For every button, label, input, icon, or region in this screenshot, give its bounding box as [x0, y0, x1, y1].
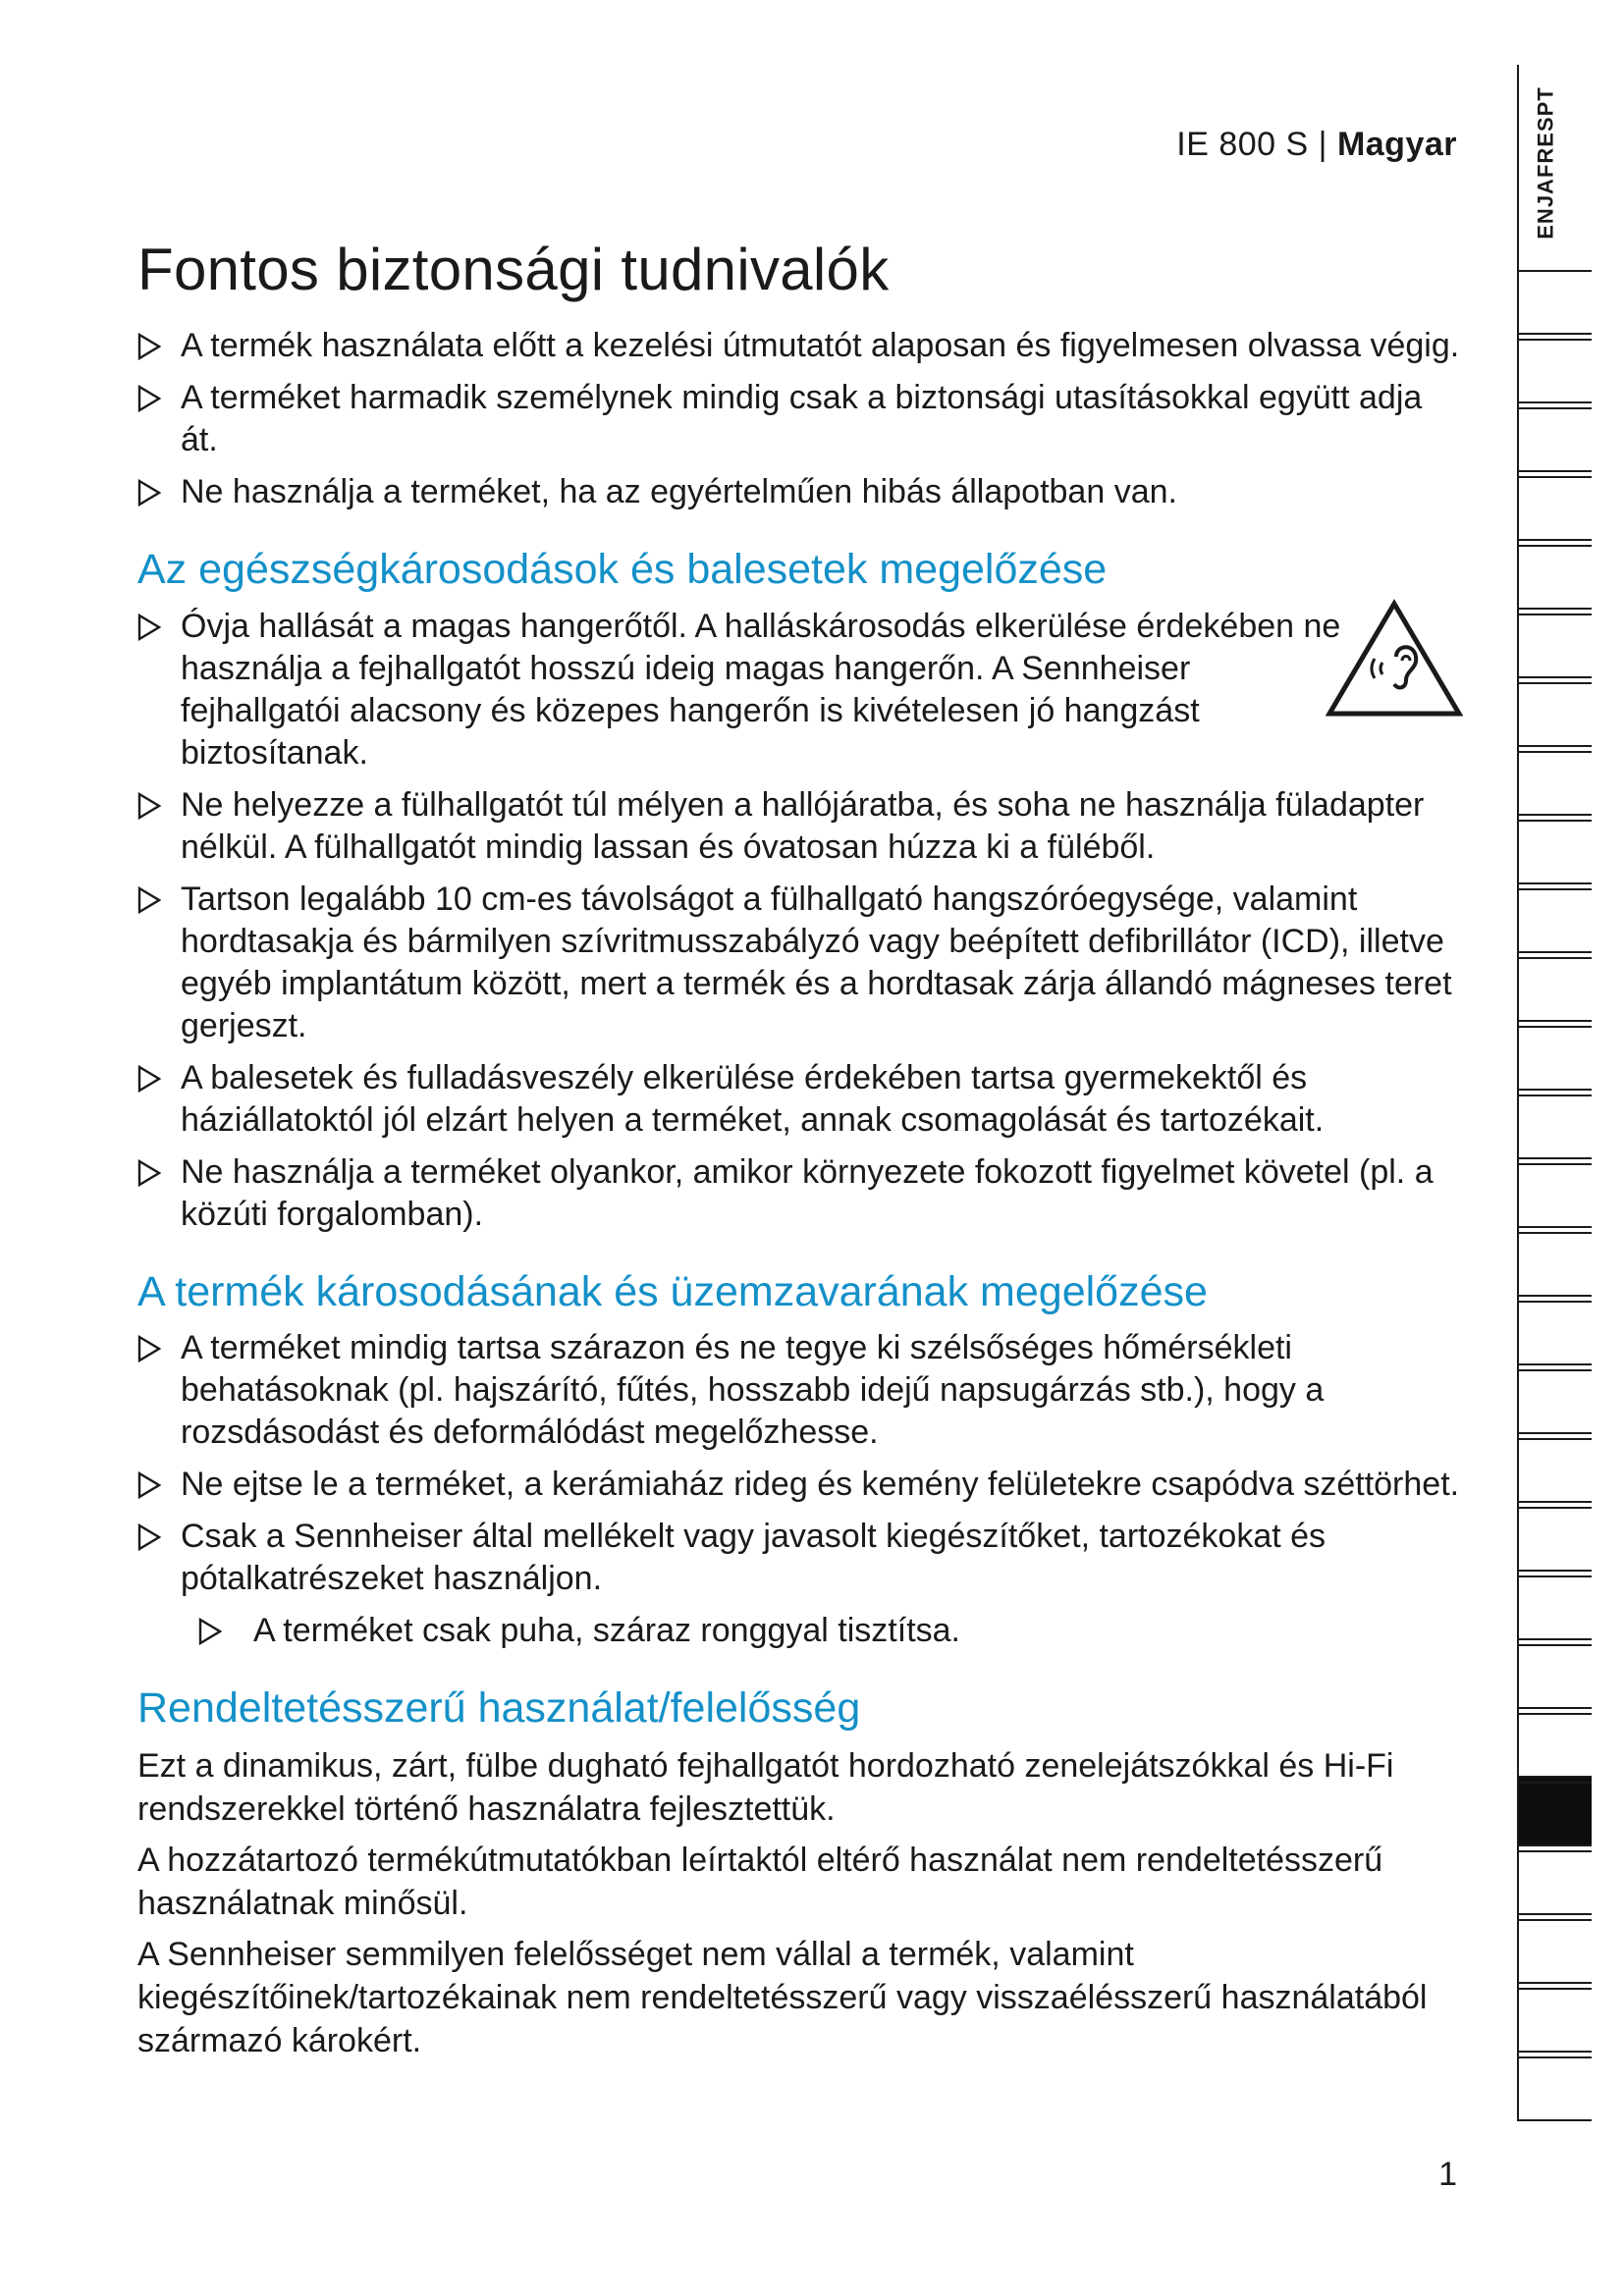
page-number: 1 [1438, 2156, 1457, 2193]
triangle-bullet-icon [137, 479, 161, 507]
paragraph: Ezt a dinamikus, zárt, fülbe dugható fejhallgatót hordozható zenelejátszókkal és Hi-Fi rendszerekkel történő használatra fejlesztettük. [137, 1746, 1394, 1828]
tab-empty[interactable] [1517, 816, 1592, 884]
triangle-bullet-icon [137, 792, 161, 820]
tab-empty[interactable] [1517, 335, 1592, 403]
tab-empty[interactable] [1517, 1503, 1592, 1572]
triangle-bullet-icon [137, 1065, 161, 1093]
tab-empty[interactable] [1517, 610, 1592, 678]
triangle-bullet-icon [137, 1471, 161, 1499]
tab-empty[interactable] [1517, 747, 1592, 816]
language-tabs [1517, 65, 1592, 2121]
intro-list [137, 325, 1463, 513]
triangle-bullet-icon [137, 1159, 161, 1187]
tab-empty[interactable] [1517, 1228, 1592, 1297]
list-item-sub: A terméket csak puha, száraz ronggyal tisztítsa. [137, 1610, 1463, 1652]
list-item: Ne használja a terméket olyankor, amikor környezete fokozott figyelmet követel (pl. a közúti forgalomban). [137, 1151, 1463, 1236]
list-item: Óvja hallását a magas hangerőtől. A halláskárosodás elkerülése érdekében ne használja a fejhallgatót hosszú ideig magas hangerőn. A Sennheiser fejhallgatói alacsony és közepes hangerőn is kivételesen jó hangzást biztosítanak. [137, 606, 1463, 774]
list-item: A termék használata előtt a kezelési útmutatót alaposan és figyelmesen olvassa végig. [137, 325, 1463, 367]
tab-empty[interactable] [1517, 953, 1592, 1022]
header-language: Magyar [1336, 126, 1457, 163]
triangle-bullet-icon [137, 614, 161, 641]
page-header [1176, 126, 1457, 164]
list-item: Ne helyezze a fülhallgatót túl mélyen a hallójáratba, és soha ne használja füladapter nélkül. A fülhallgatót mindig lassan és óvatosan húzza ki a füléből. [137, 784, 1463, 869]
tab-empty[interactable] [1517, 1915, 1592, 1984]
triangle-bullet-icon [137, 333, 161, 360]
tab-empty[interactable] [1517, 2053, 1592, 2121]
section-heading-product: A termék károsodásának és üzemzavarának megelőzése [137, 1267, 1208, 1315]
list-item: Ne ejtse le a terméket, a kerámiaház rideg és kemény felületekre csapódva széttörhet. [137, 1464, 1463, 1506]
list-item: Ne használja a terméket, ha az egyértelműen hibás állapotban van. [137, 471, 1463, 513]
tab-language-active[interactable] [1517, 1778, 1592, 1846]
tab-empty[interactable] [1517, 1091, 1592, 1159]
health-list [137, 606, 1463, 1236]
tab-language-current[interactable] [1517, 65, 1592, 266]
triangle-bullet-icon [137, 886, 161, 914]
tab-empty[interactable] [1517, 403, 1592, 472]
page-title: Fontos biztonsági tudnivalók [137, 237, 890, 302]
list-item: A terméket mindig tartsa szárazon és ne tegye ki szélsőséges hőmérsékleti behatásoknak (pl. hajszárító, fűtés, hosszabb idejű napsugárzás stb.), hogy a rozsdásodást és deformálódást megelőzhesse. [137, 1327, 1463, 1454]
paragraph: A Sennheiser semmilyen felelősséget nem vállal a termék, valamint kiegészítőinek/tartozékainak nem rendeltetésszerű vagy visszaélésszerű használatából származó károkért. [137, 1935, 1428, 2059]
tab-empty[interactable] [1517, 1434, 1592, 1503]
product-list [137, 1327, 1463, 1652]
triangle-bullet-icon [137, 1523, 161, 1551]
tab-empty[interactable] [1517, 266, 1592, 335]
tab-empty[interactable] [1517, 1846, 1592, 1915]
triangle-bullet-icon [137, 385, 161, 412]
tab-empty[interactable] [1517, 1572, 1592, 1640]
list-item: Csak a Sennheiser által mellékelt vagy javasolt kiegészítőket, tartozékokat és pótalkatrészeket használjon. [137, 1516, 1463, 1600]
tab-empty[interactable] [1517, 472, 1592, 541]
tab-empty[interactable] [1517, 678, 1592, 747]
tab-language-label: ENJAFRESPT [1534, 86, 1559, 240]
triangle-bullet-icon [137, 1335, 161, 1362]
hearing-warning-icon [1326, 598, 1463, 721]
triangle-bullet-icon [198, 1618, 222, 1645]
tab-empty[interactable] [1517, 541, 1592, 610]
list-item: Tartson legalább 10 cm-es távolságot a fülhallgató hangszóróegysége, valamint hordtasakja és bármilyen szívritmusszabályzó vagy beépített defibrillátor (ICD), illetve egyéb implantátum között, mert a termék és a hordtasak zárja állandó mágneses teret gerjeszt. [137, 879, 1463, 1047]
section-heading-health: Az egészségkárosodások és balesetek megelőzése [137, 546, 1108, 593]
header-product: IE 800 S | [1176, 126, 1337, 163]
list-item: A balesetek és fulladásveszély elkerülése érdekében tartsa gyermekektől és háziállatoktól jól elzárt helyen a terméket, annak csomagolását és tartozékait. [137, 1057, 1463, 1142]
tab-empty[interactable] [1517, 1297, 1592, 1365]
tab-empty[interactable] [1517, 1984, 1592, 2053]
paragraph: A hozzátartozó termékútmutatókban leírtaktól eltérő használat nem rendeltetésszerű használatnak minősül. [137, 1841, 1383, 1922]
tab-empty[interactable] [1517, 1022, 1592, 1091]
list-item: A terméket harmadik személynek mindig csak a biztonsági utasításokkal együtt adja át. [137, 377, 1463, 461]
tab-empty[interactable] [1517, 1365, 1592, 1434]
tab-empty[interactable] [1517, 1159, 1592, 1228]
tab-empty[interactable] [1517, 1709, 1592, 1778]
section-heading-usage: Rendeltetésszerű használat/felelősség [137, 1684, 861, 1733]
tab-empty[interactable] [1517, 884, 1592, 953]
tab-empty[interactable] [1517, 1640, 1592, 1709]
main-content [137, 236, 1463, 2070]
